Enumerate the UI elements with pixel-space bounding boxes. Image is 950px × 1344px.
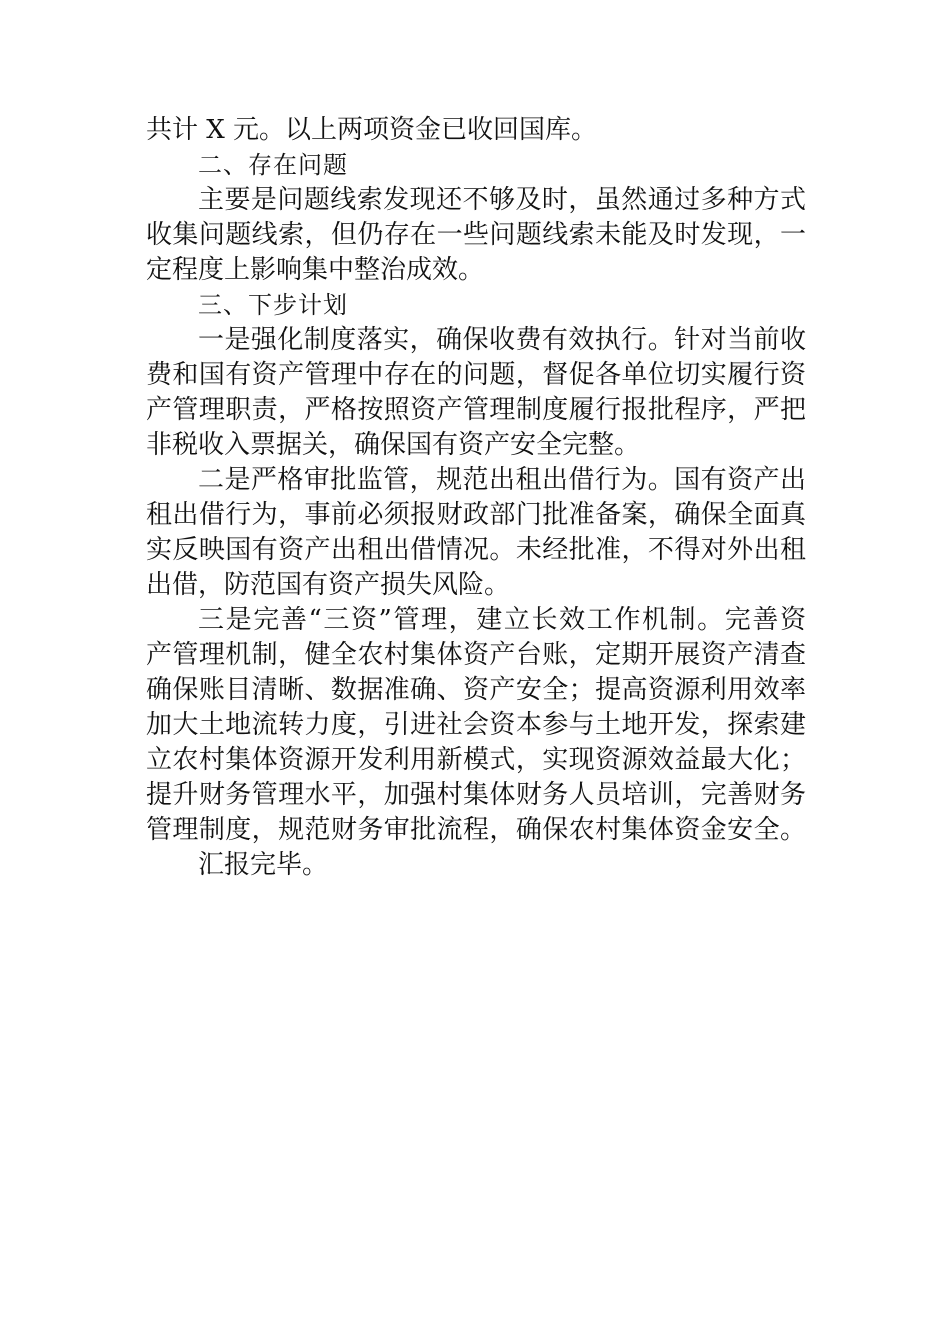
text-line: 共计 X 元。以上两项资金已收回国库。 bbox=[146, 115, 598, 145]
text-line: 产管理职责，严格按照资产管理制度履行报批程序，严把 bbox=[146, 395, 806, 425]
text-line: 三是完善“三资”管理，建立长效工作机制。完善资 bbox=[198, 605, 806, 635]
text-line: 二是严格审批监管，规范出租出借行为。国有资产出 bbox=[198, 465, 806, 495]
text-line: 出借，防范国有资产损失风险。 bbox=[146, 570, 511, 600]
document-body bbox=[146, 113, 806, 883]
text-line: 产管理机制，健全农村集体资产台账，定期开展资产清查 bbox=[146, 640, 806, 670]
text-line: 管理制度，规范财务审批流程，确保农村集体资金安全。 bbox=[146, 815, 806, 845]
section-heading-next-plan: 三、下步计划 bbox=[198, 291, 348, 319]
text-line: 实反映国有资产出租出借情况。未经批准，不得对外出租 bbox=[146, 535, 806, 565]
text-line: 加大土地流转力度，引进社会资本参与土地开发，探索建 bbox=[146, 710, 806, 740]
text-line: 收集问题线索，但仍存在一些问题线索未能及时发现，一 bbox=[146, 220, 806, 250]
text-line: 提升财务管理水平，加强村集体财务人员培训，完善财务 bbox=[146, 780, 806, 810]
text-line: 费和国有资产管理中存在的问题，督促各单位切实履行资 bbox=[146, 360, 806, 390]
text-line: 非税收入票据关，确保国有资产安全完整。 bbox=[146, 430, 641, 460]
text-line: 确保账目清晰、数据准确、资产安全；提高资源利用效率 bbox=[146, 675, 806, 705]
closing-line: 汇报完毕。 bbox=[198, 850, 329, 880]
text-line: 主要是问题线索发现还不够及时，虽然通过多种方式 bbox=[198, 185, 806, 215]
section-heading-problems: 二、存在问题 bbox=[198, 151, 348, 179]
text-line: 租出借行为，事前必须报财政部门批准备案，确保全面真 bbox=[146, 500, 806, 530]
text-line: 一是强化制度落实，确保收费有效执行。针对当前收 bbox=[198, 325, 806, 355]
text-line: 定程度上影响集中整治成效。 bbox=[146, 255, 485, 285]
text-line: 立农村集体资源开发利用新模式，实现资源效益最大化； bbox=[146, 745, 806, 775]
